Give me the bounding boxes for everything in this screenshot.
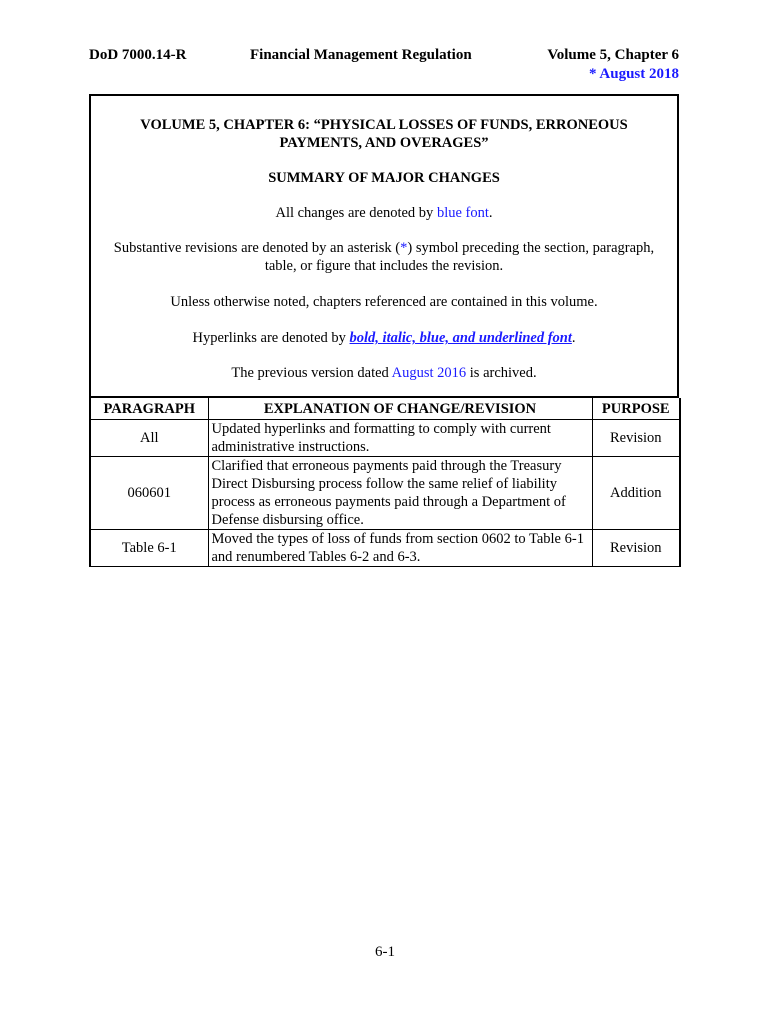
explanation-cell: Clarified that erroneous payments paid through the Treasury Direct Disbursing process follow the same relief of liability process as erroneous payments paid through a Department of Defense disbursing office. (208, 457, 592, 530)
note-hyperlinks-text: Hyperlinks are denoted by (192, 330, 350, 346)
note-previous-version-text: The previous version dated (231, 365, 392, 381)
summary-heading: SUMMARY OF MAJOR CHANGES (268, 170, 500, 186)
header-doc-id: DoD 7000.14-R (89, 47, 187, 63)
changes-table (89, 398, 681, 567)
chapter-title-line2: PAYMENTS, AND OVERAGES” (279, 135, 489, 151)
table-header-row (90, 398, 680, 420)
previous-version-date: August 2016 (391, 365, 467, 381)
note-blue-font-text: All changes are denoted by (275, 205, 437, 221)
note-hyperlinks-end: . (571, 330, 576, 346)
purpose-cell: Addition (592, 457, 680, 530)
header-date: * August 2018 (588, 66, 679, 82)
blue-font-sample: blue font (436, 205, 489, 221)
note-asterisk-end: ) symbol preceding the section, paragraph, table, or figure that includes the revision. (264, 240, 655, 274)
note-blue-font-end: . (488, 205, 493, 221)
explanation-cell: Updated hyperlinks and formatting to comply with current administrative instructions. (208, 420, 592, 457)
explanation-cell: Moved the types of loss of funds from section 0602 to Table 6-1 and renumbered Tables 6-2 and 6-3. (208, 530, 592, 567)
note-previous-version-end: is archived. (466, 365, 537, 381)
table-row (90, 420, 680, 457)
note-chapters-referenced: Unless otherwise noted, chapters referenced are contained in this volume. (170, 294, 598, 310)
column-header-paragraph: PARAGRAPH (90, 398, 208, 420)
asterisk-symbol: * (400, 240, 408, 256)
paragraph-cell: Table 6-1 (90, 530, 208, 567)
table-row (90, 530, 680, 567)
note-blue-font (91, 204, 677, 222)
chapter-title-line1: VOLUME 5, CHAPTER 6: “PHYSICAL LOSSES OF FUNDS, ERRONEOUS (140, 117, 628, 133)
hyperlink-style-sample[interactable]: bold, italic, blue, and underlined font (349, 330, 572, 346)
note-asterisk-text: Substantive revisions are denoted by an asterisk ( (113, 240, 401, 256)
column-header-explanation: EXPLANATION OF CHANGE/REVISION (208, 398, 592, 420)
page-number: 6-1 (375, 944, 395, 960)
header-regulation-title: Financial Management Regulation (250, 47, 472, 63)
table-row (90, 457, 680, 530)
paragraph-cell: All (90, 420, 208, 457)
header-volume-chapter: Volume 5, Chapter 6 (547, 47, 679, 63)
chapter-title (91, 116, 677, 152)
note-asterisk (111, 239, 657, 275)
purpose-cell: Revision (592, 530, 680, 567)
column-header-purpose: PURPOSE (592, 398, 680, 420)
summary-box (89, 94, 679, 398)
purpose-cell: Revision (592, 420, 680, 457)
paragraph-cell: 060601 (90, 457, 208, 530)
note-previous-version (91, 364, 677, 382)
note-hyperlinks (91, 329, 677, 347)
